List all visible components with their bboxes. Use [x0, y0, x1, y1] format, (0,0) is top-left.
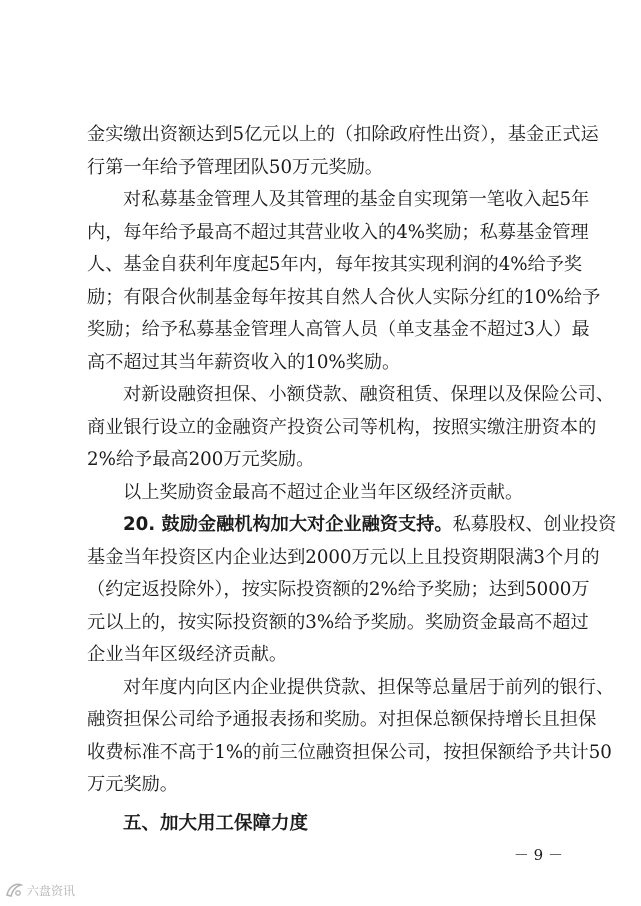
- text-line: [87, 184, 590, 217]
- text-line: [87, 607, 589, 640]
- line-text: 对年度内向区内企业提供贷款、担保等总量居于前列的银行、: [123, 676, 615, 698]
- watermark: [4, 879, 75, 901]
- bold-clause-title: 20. 鼓励金融机构加大对企业融资支持。: [123, 514, 453, 535]
- text-line: [87, 574, 590, 607]
- line-text: 内，每年给予最高不超过其营业收入的4%奖励；私募基金管理: [87, 221, 589, 243]
- line-text: 2%给予最高200万元奖励。: [87, 449, 315, 470]
- text-line: [87, 769, 563, 802]
- line-text: 对新设融资担保、小额贷款、融资租赁、保理以及保险公司、: [123, 384, 615, 405]
- line-text: 行第一年给予管理团队50万元奖励。: [87, 156, 383, 178]
- line-text: 收费标准不高于1%的前三位融资担保公司，按担保额给予共计50: [87, 741, 612, 763]
- text-line: [87, 509, 617, 542]
- line-text: （约定返投除外），按实际投资额的2%给予奖励；达到5000万: [87, 579, 590, 600]
- text-line: [87, 217, 589, 250]
- text-line: [87, 119, 599, 152]
- text-line: [87, 347, 563, 380]
- text-line: [87, 542, 600, 575]
- text-line: [87, 282, 601, 315]
- text-line: [87, 412, 597, 445]
- line-text: 对私募基金管理人及其管理的基金自实现第一笔收入起5年: [123, 189, 590, 210]
- text-line: [87, 737, 612, 770]
- watermark-logo-icon: [4, 880, 24, 900]
- text-line: [87, 379, 615, 412]
- line-text: 元以上的，按实际投资额的3%给予奖励。奖励资金最高不超过: [87, 611, 589, 633]
- text-line: [87, 314, 590, 347]
- line-text: 奖励；给予私募基金管理人高管人员（单支基金不超过3人）最: [87, 319, 590, 340]
- line-text: 私募股权、创业投资: [452, 514, 617, 535]
- line-text: 基金当年投资区内企业达到2000万元以上且投资期限满3个月的: [87, 546, 600, 568]
- line-text: 人、基金自获利年度起5年内，每年按其实现利润的4%给予奖: [87, 254, 583, 275]
- line-text: 融资担保公司给予通报表扬和奖励。对担保总额保持增长且担保: [87, 709, 597, 730]
- line-text: 励；有限合伙制基金每年按其自然人合伙人实际分红的10%给予: [87, 286, 601, 308]
- text-line: [87, 249, 583, 282]
- text-line: [87, 477, 563, 510]
- text-line: [87, 152, 563, 185]
- text-line: [87, 672, 615, 705]
- section-heading: 五、加大用工保障力度: [123, 812, 309, 834]
- text-line: [87, 444, 563, 477]
- page-number: － 9 －: [513, 846, 563, 864]
- line-text: 金实缴出资额达到5亿元以上的（扣除政府性出资），基金正式运: [87, 124, 599, 145]
- document-body: [87, 119, 617, 840]
- text-line: [87, 704, 597, 737]
- line-text: 万元奖励。: [87, 774, 178, 795]
- line-text: 以上奖励资金最高不超过企业当年区级经济贡献。: [123, 481, 524, 503]
- line-text: 商业银行设立的金融资产投资公司等机构，按照实缴注册资本的: [87, 416, 597, 438]
- watermark-text: 六盘资讯: [27, 883, 76, 898]
- text-line: [87, 639, 563, 672]
- line-text: 企业当年区级经济贡献。: [87, 644, 288, 665]
- line-text: 高不超过其当年薪资收入的10%奖励。: [87, 351, 401, 373]
